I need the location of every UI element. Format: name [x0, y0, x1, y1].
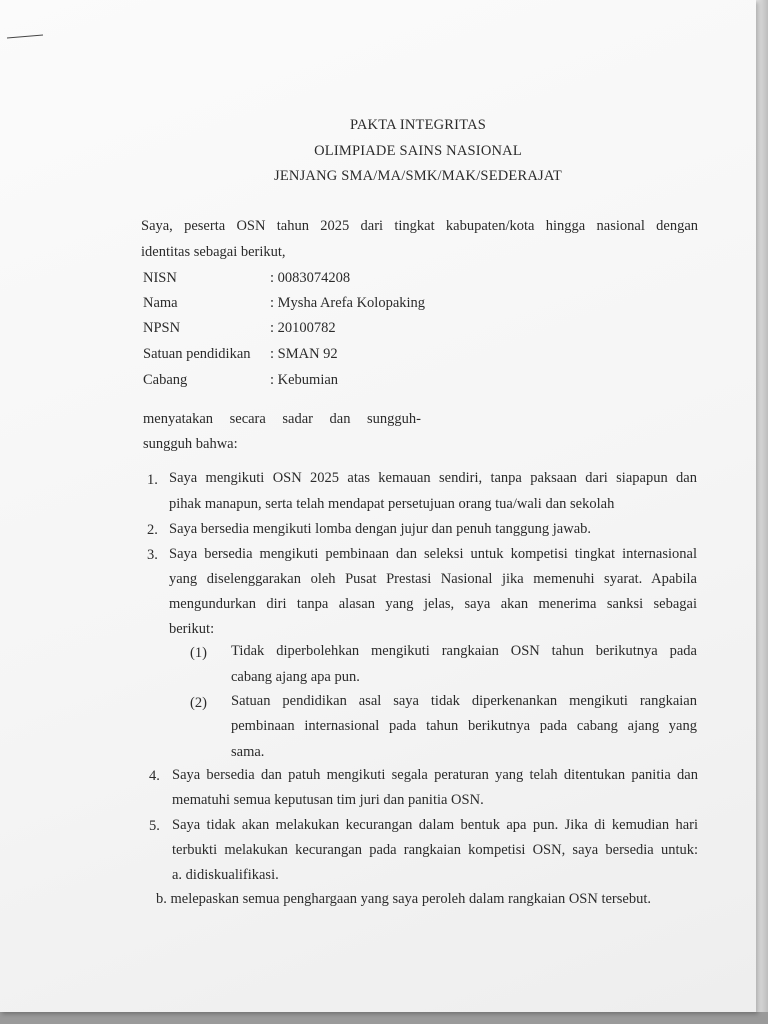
subitem-1-line-1: Tidak diperbolehkan mengikuti rangkaian OSN tahun berikutnya pada: [231, 643, 697, 659]
subitem-1-line-2: cabang ajang apa pun.: [231, 669, 360, 685]
item-number-3: 3.: [147, 547, 158, 563]
identity-value: : SMAN 92: [270, 346, 338, 362]
statement-line-2: sungguh bahwa:: [143, 436, 238, 452]
identity-label: Satuan pendidikan: [143, 346, 251, 362]
item-number-1: 1.: [147, 472, 158, 488]
item-5-line-2: terbukti melakukan kecurangan pada rangkaian kompetisi OSN, saya bersedia untuk:: [172, 842, 698, 858]
doc-title-line-2: OLIMPIADE SAINS NASIONAL: [314, 143, 522, 159]
item-5-sub-b: b. melepaskan semua penghargaan yang saya peroleh dalam rangkaian OSN tersebut.: [156, 891, 651, 907]
item-2-line-1: Saya bersedia mengikuti lomba dengan jujur dan penuh tanggung jawab.: [169, 521, 592, 537]
item-3-line-2: yang diselenggarakan oleh Pusat Prestasi Nasional jika memenuhi syarat. Apabila: [169, 571, 697, 587]
identity-label: NPSN: [143, 320, 181, 336]
item-5-sub-a: a. didiskualifikasi.: [172, 867, 279, 883]
statement-line-1: menyatakan secara sadar dan sungguh-: [143, 411, 421, 427]
identity-label: Nama: [143, 295, 178, 311]
subitem-number-2: (2): [190, 695, 207, 711]
pencil-mark-icon: [6, 34, 44, 40]
subitem-2-line-1: Satuan pendidikan asal saya tidak diperkenankan mengikuti rangkaian: [231, 693, 697, 709]
subitem-number-1: (1): [190, 645, 207, 661]
doc-title-line-3: JENJANG SMA/MA/SMK/MAK/SEDERAJAT: [274, 168, 562, 184]
item-5-line-1: Saya tidak akan melakukan kecurangan dalam bentuk apa pun. Jika di kemudian hari: [172, 817, 698, 833]
subitem-2-line-3: sama.: [231, 744, 265, 760]
doc-title-line-1: PAKTA INTEGRITAS: [349, 117, 487, 133]
item-3-line-1: Saya bersedia mengikuti pembinaan dan seleksi untuk kompetisi tingkat internasional: [169, 546, 697, 562]
item-3-line-3: mengundurkan diri tanpa alasan yang jelas, saya akan menerima sanksi sebagai: [169, 596, 697, 612]
item-1-line-2: pihak manapun, serta telah mendapat persetujuan orang tua/wali dan sekolah: [169, 496, 615, 512]
item-1-line-1: Saya mengikuti OSN 2025 atas kemauan sendiri, tanpa paksaan dari siapapun dan: [169, 470, 697, 486]
identity-value: : Kebumian: [270, 372, 339, 388]
intro-line-2: identitas sebagai berikut,: [141, 244, 286, 260]
identity-label: NISN: [143, 270, 177, 286]
paper-edge-bottom: [0, 1012, 768, 1024]
item-number-5: 5.: [149, 818, 160, 834]
item-number-4: 4.: [149, 768, 160, 784]
item-3-line-4: berikut:: [169, 621, 215, 637]
identity-value: : 0083074208: [270, 270, 351, 286]
identity-label: Cabang: [143, 372, 188, 388]
identity-value: : Mysha Arefa Kolopaking: [270, 295, 426, 311]
intro-line-1: Saya, peserta OSN tahun 2025 dari tingkat kabupaten/kota hingga nasional dengan: [141, 218, 698, 234]
subitem-2-line-2: pembinaan internasional pada tahun berikutnya pada cabang ajang yang: [231, 718, 697, 734]
identity-value: : 20100782: [270, 320, 336, 336]
item-number-2: 2.: [147, 522, 158, 538]
item-4-line-2: mematuhi semua keputusan tim juri dan panitia OSN.: [172, 792, 484, 808]
item-4-line-1: Saya bersedia dan patuh mengikuti segala peraturan yang telah ditentukan panitia dan: [172, 767, 698, 783]
